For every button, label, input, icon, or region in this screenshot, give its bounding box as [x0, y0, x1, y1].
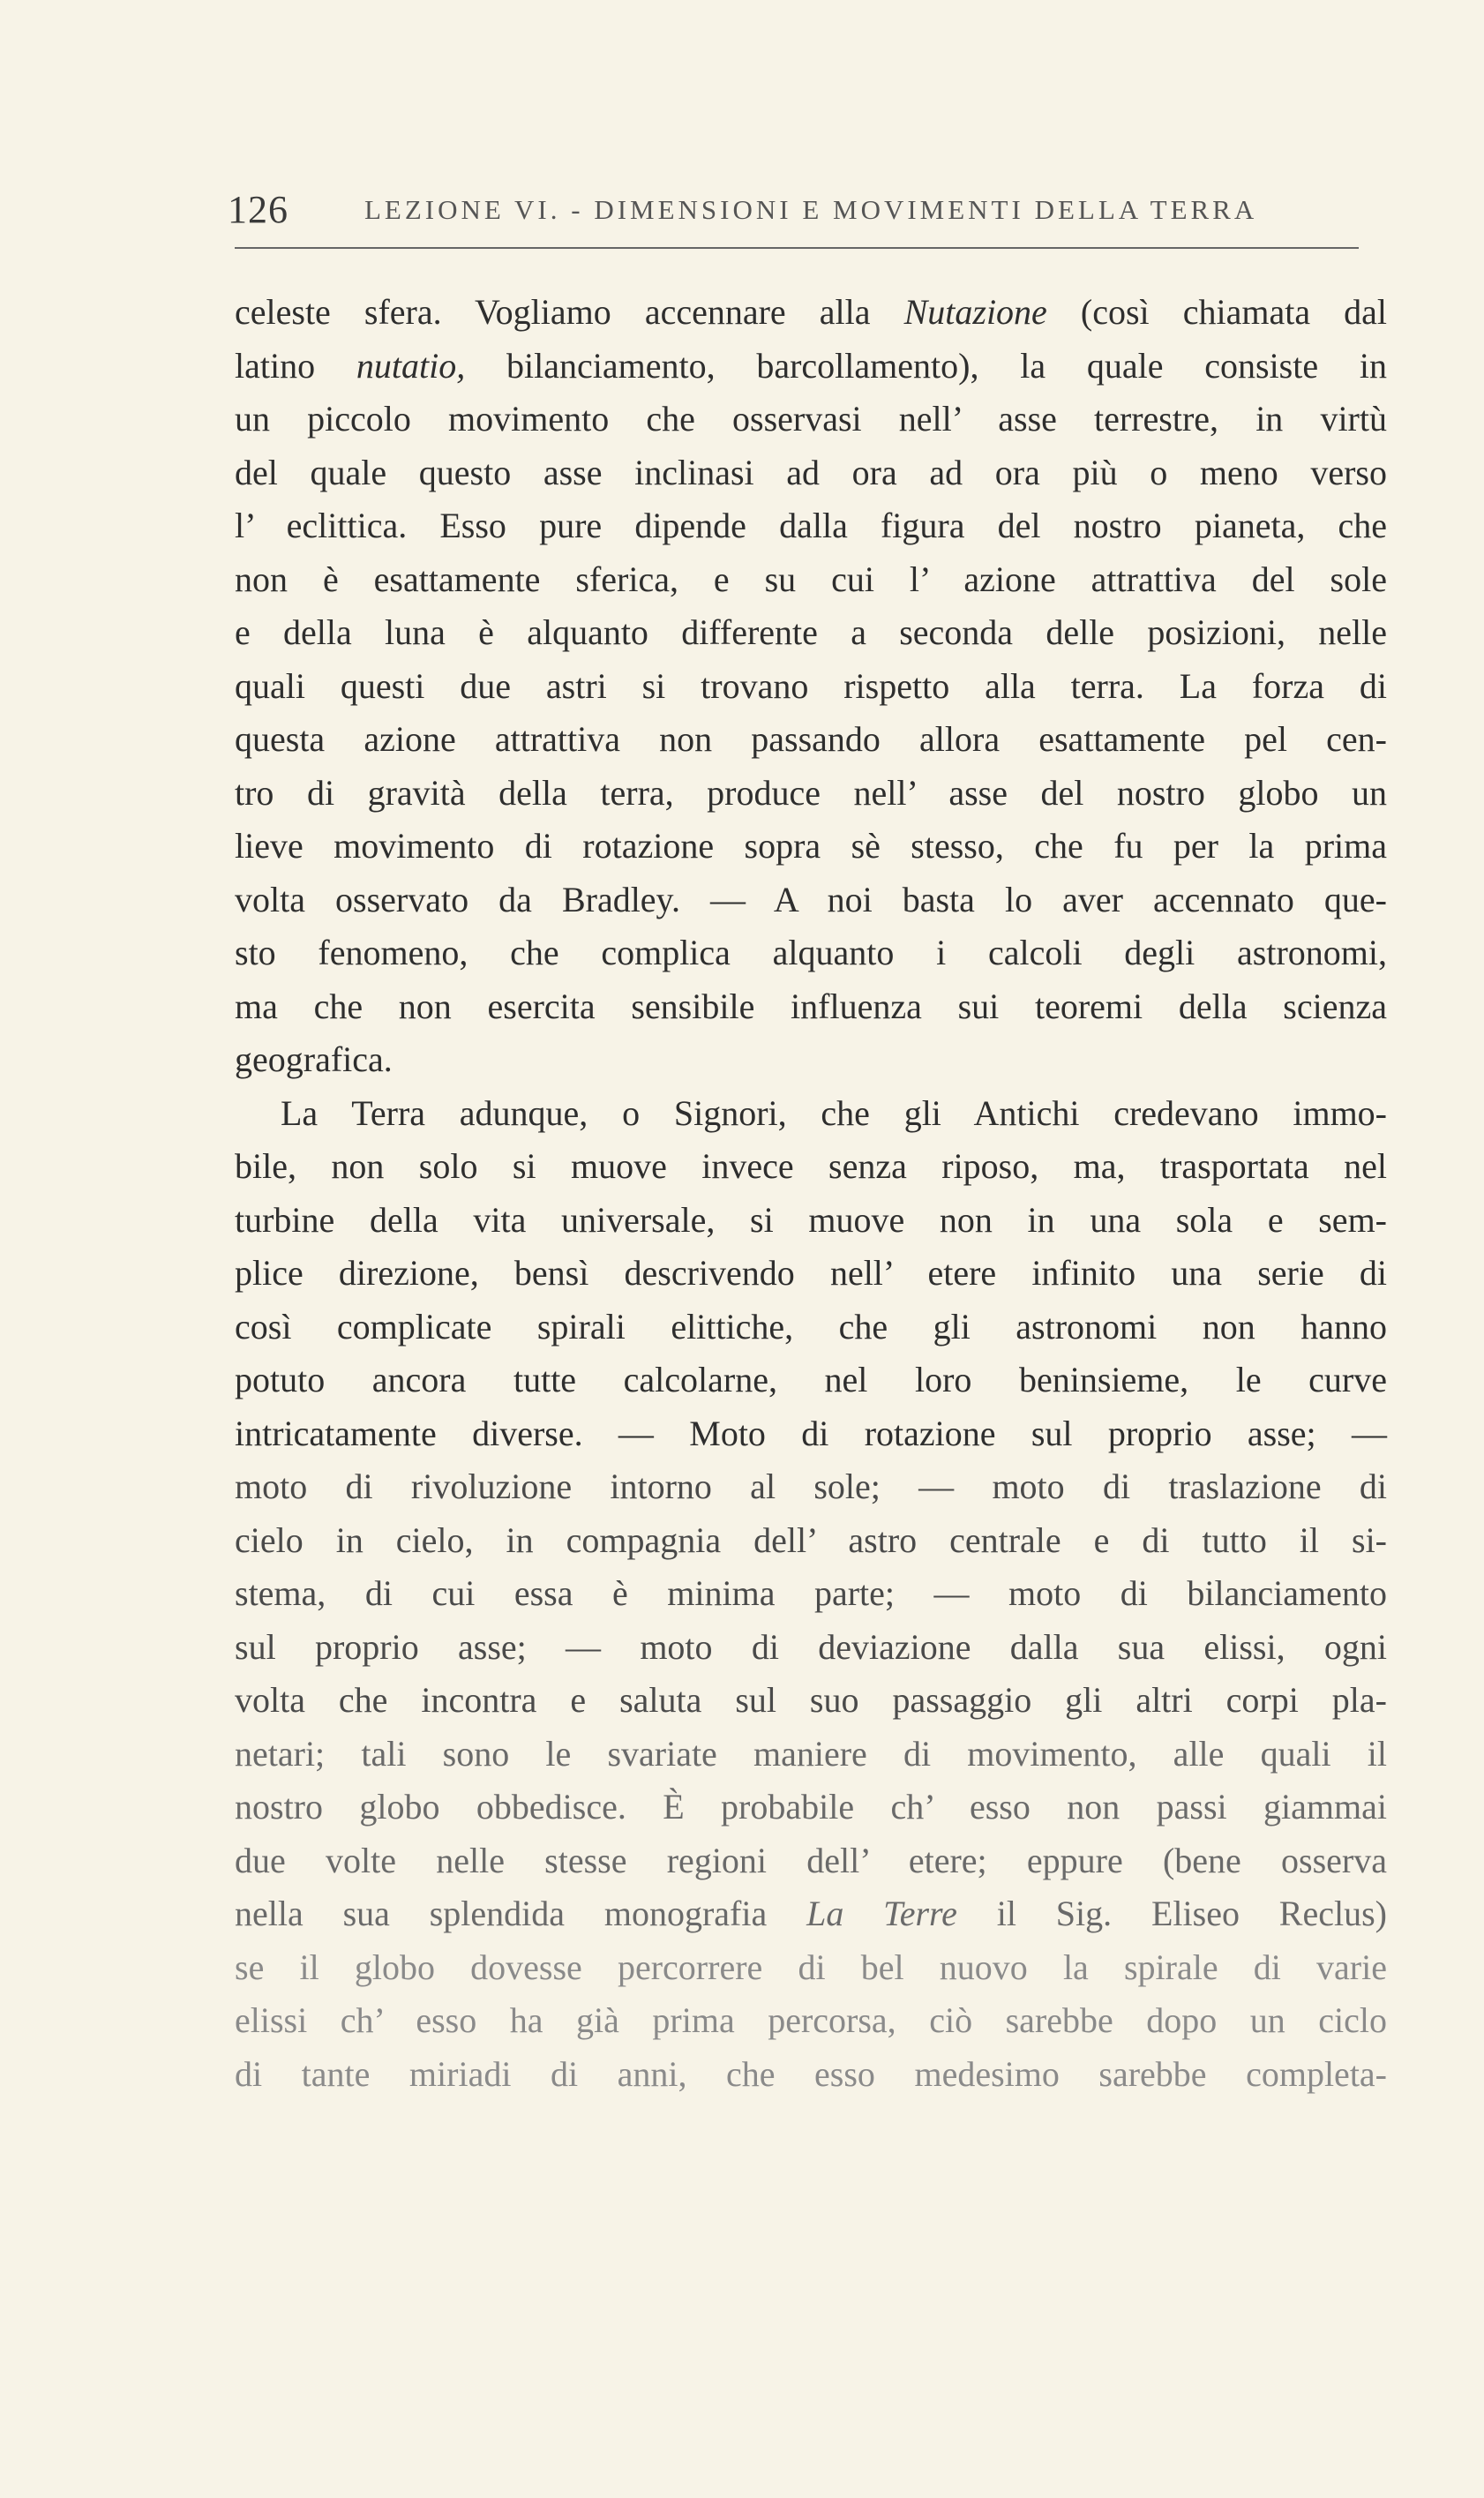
italic-term: Nutazione — [903, 292, 1047, 332]
text-segment: latino — [235, 345, 356, 386]
text-line — [235, 980, 1387, 1034]
text-line — [235, 1941, 1387, 1995]
text-segment: intricatamente diverse. — Moto di rotazione sul proprio asse; — — [235, 1413, 1387, 1453]
text-segment: celeste sfera. Vogliamo accennare alla — [235, 292, 904, 332]
text-segment: cielo in cielo, in compagnia dell’ astro centrale e di tutto il si- — [235, 1519, 1387, 1560]
text-segment: questa azione attrattiva non passando allora esattamente pel cen- — [235, 719, 1387, 759]
text-segment: geografica. — [235, 1039, 393, 1079]
text-segment: non è esattamente sferica, e su cui l’ azione attrattiva del sole — [235, 559, 1387, 599]
text-segment: del quale questo asse inclinasi ad ora ad ora più o meno verso — [235, 452, 1387, 492]
text-line — [235, 1087, 1387, 1141]
text-line — [235, 713, 1387, 767]
text-line — [235, 1247, 1387, 1301]
text-segment: La Terra adunque, o Signori, che gli Antichi credevano immo- — [281, 1092, 1387, 1133]
text-line — [235, 660, 1387, 714]
text-line — [235, 553, 1387, 607]
text-line — [235, 1621, 1387, 1675]
text-segment: stema, di cui essa è minima parte; — moto di bilanciamento — [235, 1573, 1387, 1613]
text-line — [235, 1194, 1387, 1248]
text-segment: turbine della vita universale, si muove non in una sola e sem- — [235, 1199, 1387, 1240]
text-line — [235, 1301, 1387, 1354]
text-segment: volta osservato da Bradley. — A noi basta lo aver accennato que- — [235, 879, 1387, 919]
text-line — [235, 1834, 1387, 1888]
text-line — [235, 1728, 1387, 1782]
text-line — [235, 1354, 1387, 1407]
text-line — [235, 1994, 1387, 2048]
text-segment: e della luna è alquanto differente a seconda delle posizioni, nelle — [235, 612, 1387, 652]
page-number: 126 — [228, 188, 289, 231]
text-line — [235, 1140, 1387, 1194]
running-head — [228, 187, 1359, 240]
text-line — [235, 1407, 1387, 1461]
text-segment: quali questi due astri si trovano rispetto alla terra. La forza di — [235, 665, 1387, 706]
text-segment: l’ eclittica. Esso pure dipende dalla figura del nostro pianeta, che — [235, 506, 1387, 545]
text-segment: sul proprio asse; — moto di deviazione dalla sua elissi, ogni — [235, 1626, 1387, 1667]
text-segment: volta che incontra e saluta sul suo passaggio gli altri corpi pla- — [235, 1680, 1387, 1720]
italic-term: La Terre — [806, 1894, 957, 1933]
text-segment: bile, non solo si muove invece senza riposo, ma, trasportata nel — [235, 1146, 1387, 1186]
text-segment: di tante miriadi di anni, che esso medesimo sarebbe completa- — [235, 2053, 1387, 2094]
text-line — [235, 606, 1387, 660]
text-segment: moto di rivoluzione intorno al sole; — moto di traslazione di — [235, 1467, 1387, 1506]
text-line — [235, 1781, 1387, 1834]
text-line — [235, 1033, 1387, 1087]
text-line — [235, 340, 1387, 394]
text-line — [235, 2048, 1387, 2102]
text-line — [235, 1567, 1387, 1621]
text-segment: (così chiamata dal — [1046, 292, 1388, 332]
text-segment: ma che non esercita sensibile influenza sui teoremi della scienza — [235, 986, 1387, 1026]
text-segment: lieve movimento di rotazione sopra sè stesso, che fu per la prima — [235, 826, 1387, 866]
running-title: LEZIONE VI. - DIMENSIONI E MOVIMENTI DELLA TERRA — [364, 194, 1258, 225]
text-segment: il Sig. Eliseo Reclus) — [956, 1894, 1387, 1933]
text-line — [235, 286, 1387, 340]
text-segment: nostro globo obbedisce. È probabile ch’ esso non passi giammai — [235, 1787, 1387, 1827]
text-segment: due volte nelle stesse regioni dell’ etere; eppure (bene osserva — [235, 1840, 1387, 1880]
body-text — [235, 286, 1387, 2101]
text-line — [235, 1514, 1387, 1568]
header-rule — [235, 247, 1359, 249]
text-line — [235, 499, 1387, 553]
text-segment: netari; tali sono le svariate maniere di movimento, alle quali il — [235, 1733, 1387, 1774]
text-segment: un piccolo movimento che osservasi nell’ asse terrestre, in virtù — [235, 399, 1387, 439]
text-line — [235, 874, 1387, 927]
text-line — [235, 820, 1387, 874]
text-segment: tro di gravità della terra, produce nell’ asse del nostro globo un — [235, 772, 1387, 813]
text-segment: bilanciamento, barcollamento), la quale consiste in — [465, 345, 1387, 386]
text-line — [235, 1460, 1387, 1514]
text-line — [235, 446, 1387, 500]
text-segment: nella sua splendida monografia — [235, 1894, 807, 1933]
text-segment: potuto ancora tutte calcolarne, nel loro beninsieme, le curve — [235, 1360, 1387, 1399]
text-segment: elissi ch’ esso ha già prima percorsa, ciò sarebbe dopo un ciclo — [235, 2000, 1387, 2040]
text-line — [235, 767, 1387, 821]
text-segment: plice direzione, bensì descrivendo nell’ etere infinito una serie di — [235, 1253, 1387, 1293]
text-segment: se il globo dovesse percorrere di bel nuovo la spirale di varie — [235, 1947, 1387, 1987]
text-line — [235, 926, 1387, 980]
text-segment: così complicate spirali elittiche, che gli astronomi non hanno — [235, 1306, 1387, 1347]
text-line — [235, 393, 1387, 446]
text-segment: sto fenomeno, che complica alquanto i calcoli degli astronomi, — [235, 933, 1387, 972]
text-line — [235, 1887, 1387, 1941]
text-line — [235, 1674, 1387, 1728]
italic-term: nutatio, — [356, 345, 466, 386]
